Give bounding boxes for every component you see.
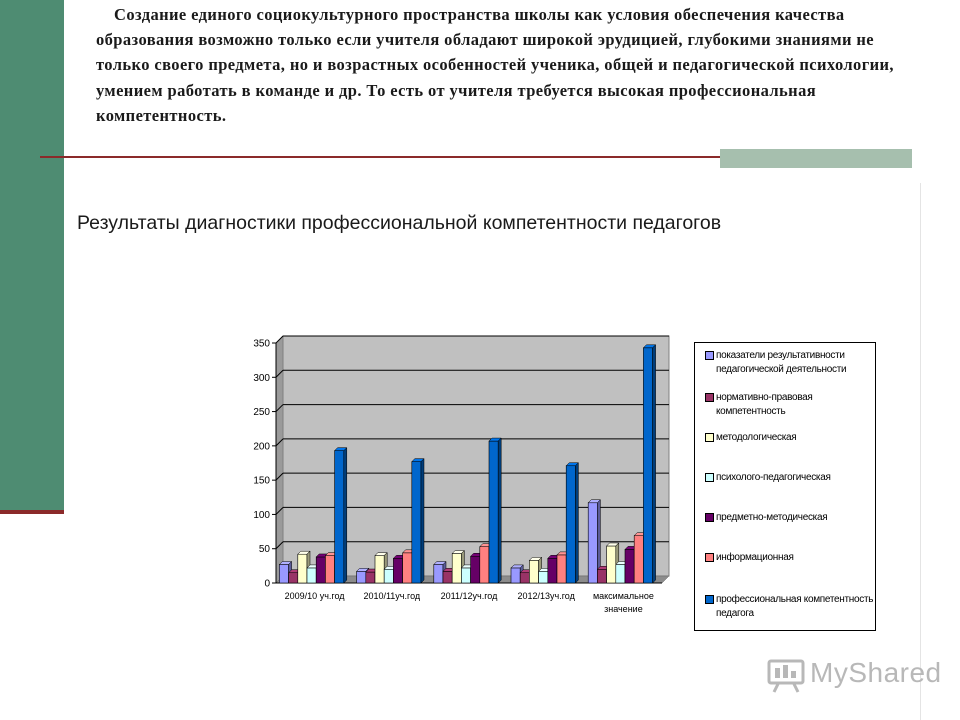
y-tick-label: 50 (258, 544, 270, 556)
bar (412, 462, 421, 583)
legend-label: психолого-педагогическая (716, 472, 831, 483)
legend-swatch (705, 553, 714, 562)
plot-side-wall (276, 336, 283, 583)
bar (279, 564, 288, 583)
legend-item (705, 551, 875, 565)
y-tick-label: 350 (253, 338, 270, 350)
slide-subtitle: Результаты диагностики профессиональной компетентности педагогов (77, 212, 722, 234)
bar (566, 466, 575, 583)
bar (375, 556, 384, 583)
y-tick-label: 200 (253, 441, 270, 453)
bar-side (344, 448, 347, 583)
bar (588, 503, 597, 583)
legend-swatch (705, 393, 714, 402)
bar (298, 554, 307, 583)
legend-item (705, 349, 875, 377)
bar (452, 554, 461, 583)
bar (480, 547, 489, 583)
bar (325, 556, 334, 583)
x-tick-label: 2012/13уч.год (517, 591, 575, 601)
bar-side (653, 345, 656, 583)
bar (307, 568, 316, 583)
bar (616, 564, 625, 583)
bar-side (421, 459, 424, 583)
watermark-text: MyShared (810, 657, 942, 688)
watermark (766, 656, 942, 696)
bar (634, 536, 643, 583)
legend-swatch (705, 513, 714, 522)
legend-item (705, 391, 875, 419)
bar (403, 553, 412, 583)
legend-label: профессиональная компетентность педагога (716, 594, 874, 619)
bar (335, 451, 344, 583)
y-tick-label: 150 (253, 475, 270, 487)
y-tick-label: 250 (253, 407, 270, 419)
y-tick-label: 100 (253, 509, 270, 521)
bar (434, 564, 443, 583)
legend-swatch (705, 351, 714, 360)
y-tick-label: 0 (264, 578, 270, 590)
bar (471, 556, 480, 583)
side-bar (0, 0, 64, 512)
x-tick-label: 2010/11уч.год (363, 591, 421, 601)
legend-item (705, 431, 875, 445)
header-accent-block (720, 149, 912, 168)
bar-side (498, 438, 501, 583)
legend-item (705, 471, 875, 485)
bar (643, 348, 652, 583)
bar (511, 568, 520, 583)
bar (539, 571, 548, 583)
bar (443, 571, 452, 583)
bar (548, 558, 557, 583)
bar (529, 560, 538, 583)
y-tick-label: 300 (253, 372, 270, 384)
side-bar-edge (0, 510, 64, 514)
chart-legend (694, 342, 876, 631)
legend-label: предметно-методическая (716, 512, 828, 523)
bar (393, 558, 402, 583)
bar (607, 546, 616, 583)
bar-side (575, 463, 578, 583)
legend-swatch (705, 473, 714, 482)
bar (597, 569, 606, 583)
bar (461, 568, 470, 583)
bar (489, 441, 498, 583)
legend-swatch (705, 595, 714, 604)
bar (316, 557, 325, 583)
legend-label: методологическая (716, 432, 797, 443)
bar-chart (240, 330, 680, 620)
bar (289, 573, 298, 583)
bar (520, 573, 529, 583)
legend-label: информационная (716, 552, 794, 563)
bar (557, 555, 566, 583)
legend-label: показатели результативности педагогической деятельности (716, 350, 847, 375)
x-tick-label: 2009/10 уч.год (284, 591, 345, 601)
legend-label: нормативно-правовая компетентность (716, 392, 813, 417)
x-tick-label: 2011/12уч.год (440, 591, 498, 601)
legend-item (705, 511, 875, 525)
legend-item (705, 593, 875, 621)
presentation-board-icon (766, 656, 806, 694)
bar (384, 569, 393, 583)
legend-swatch (705, 433, 714, 442)
bar (357, 571, 366, 583)
x-tick-label: максимальное (592, 591, 654, 601)
intro-text: Создание единого социокультурного пространства школы как условия обеспечения качества образования возможно только если учителя обладают широкой эрудицией, глубокими знаниями не только своего предмета, но и возрастных особенностей ученика, общей и педагогической психологии, умением работать в команде и др. То есть от учителя требуется высокая профессиональная компетентность. (96, 5, 894, 125)
x-tick-label: значение (604, 604, 643, 614)
bar (625, 549, 634, 583)
right-divider (920, 183, 921, 720)
bar (366, 572, 375, 583)
